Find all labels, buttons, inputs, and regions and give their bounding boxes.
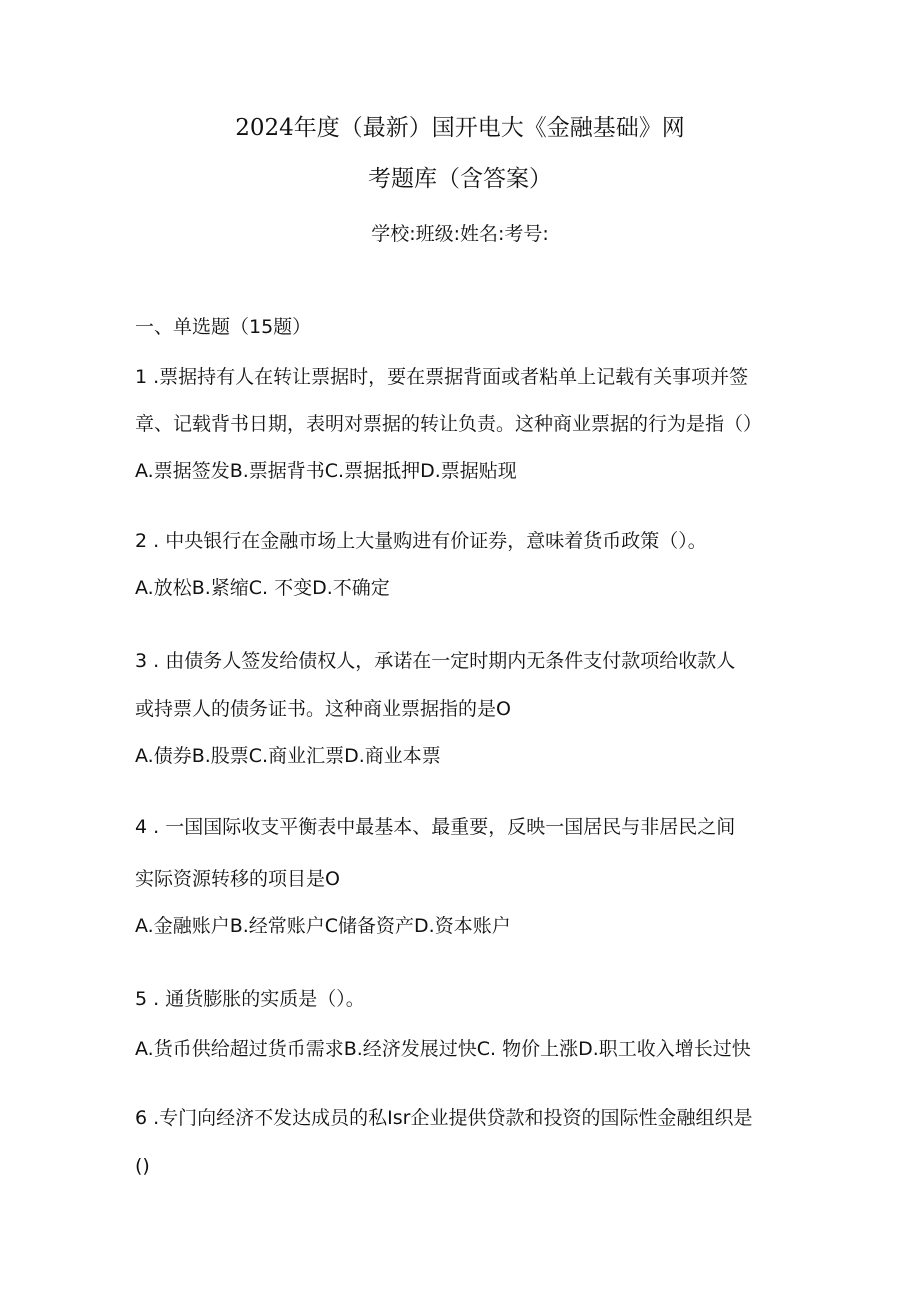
question-1-stem-line-1: 1 .票据持有人在转让票据时，要在票据背面或者粘单上记载有关事项并签 [135,366,749,388]
question-5-stem-line-1: 5 . 通货膨胀的实质是（）。 [135,988,365,1010]
question-3-stem-line-2: 或持票人的债务证书。这种商业票据指的是O [135,698,511,720]
question-1-options: A.票据签发B.票据背书C.票据抵押D.票据贴现 [135,460,517,482]
question-2-stem-line-1: 2 . 中央银行在金融市场上大量购进有价证券，意味着货币政策（）。 [135,530,707,552]
section-heading: 一、单选题（15题） [135,316,312,338]
question-3-options: A.债券B.股票C.商业汇票D.商业本票 [135,745,441,767]
student-info-line: 学校:班级:姓名:考号: [371,223,549,245]
document-title-line-1: 2024年度（最新）国开电大《金融基础》网 [235,115,685,141]
question-4-stem-line-2: 实际资源转移的项目是O [135,868,340,890]
question-4-options: A.金融账户B.经常账户C储备资产D.资本账户 [135,915,511,937]
question-2-options: A.放松B.紧缩C. 不变D.不确定 [135,577,390,599]
document-title-line-2: 考题库（含答案） [368,166,552,192]
question-4-stem-line-1: 4 . 一国国际收支平衡表中最基本、最重要，反映一国居民与非居民之间 [135,816,736,838]
question-3-stem-line-1: 3 . 由债务人签发给债权人，承诺在一定时期内无条件支付款项给收款人 [135,650,736,672]
question-5-options: A.货币供给超过货币需求B.经济发展过快C. 物价上涨D.职工收入增长过快 [135,1038,751,1060]
question-1-stem-line-2: 章、记载背书日期，表明对票据的转让负责。这种商业票据的行为是指（） [135,413,763,435]
question-6-stem-line-1: 6 .专门向经济不发达成员的私Isr企业提供贷款和投资的国际性金融组织是 [135,1107,753,1129]
question-6-stem-line-2: () [135,1155,150,1177]
